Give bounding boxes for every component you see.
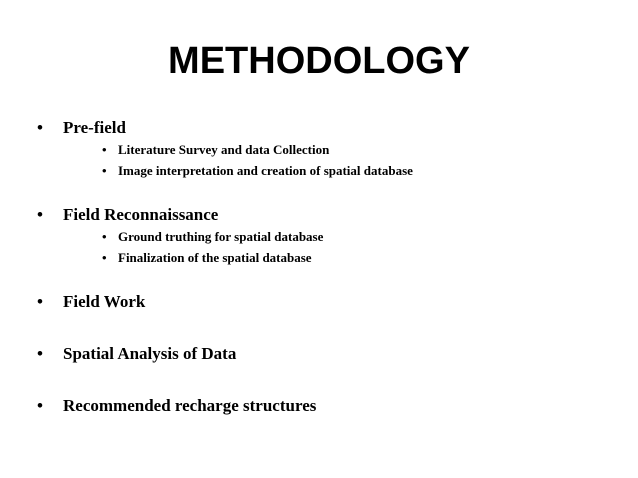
sub-bullet-item-label: Literature Survey and data Collection xyxy=(118,142,330,157)
slide-title: METHODOLOGY xyxy=(168,40,470,82)
bullet-icon: • xyxy=(102,250,107,265)
sub-bullet-item-image-interpretation xyxy=(102,163,602,179)
bullet-icon: • xyxy=(102,142,107,157)
sub-bullet-item-ground-truthing xyxy=(102,229,602,245)
bullet-item-label: Recommended recharge structures xyxy=(63,396,317,415)
bullet-item-label: Spatial Analysis of Data xyxy=(63,344,237,363)
bullet-item-spatial-analysis xyxy=(37,344,597,364)
bullet-item-label: Field Reconnaissance xyxy=(63,205,219,224)
bullet-icon: • xyxy=(37,118,43,137)
bullet-icon: • xyxy=(37,292,43,311)
bullet-item-label: Pre-field xyxy=(63,118,126,137)
sub-bullet-item-literature-survey xyxy=(102,142,602,158)
sub-bullet-item-label: Finalization of the spatial database xyxy=(118,250,312,265)
bullet-item-field-work xyxy=(37,292,597,312)
bullet-icon: • xyxy=(37,205,43,224)
bullet-item-label: Field Work xyxy=(63,292,146,311)
sub-bullet-item-label: Image interpretation and creation of spatial database xyxy=(118,163,413,178)
bullet-icon: • xyxy=(37,396,43,415)
bullet-icon: • xyxy=(102,229,107,244)
bullet-icon: • xyxy=(102,163,107,178)
sub-bullet-item-label: Ground truthing for spatial database xyxy=(118,229,324,244)
bullet-item-field-reconnaissance xyxy=(37,205,597,225)
bullet-item-recommended-recharge xyxy=(37,396,597,416)
bullet-item-pre-field xyxy=(37,118,597,138)
sub-bullet-item-finalization xyxy=(102,250,602,266)
bullet-icon: • xyxy=(37,344,43,363)
